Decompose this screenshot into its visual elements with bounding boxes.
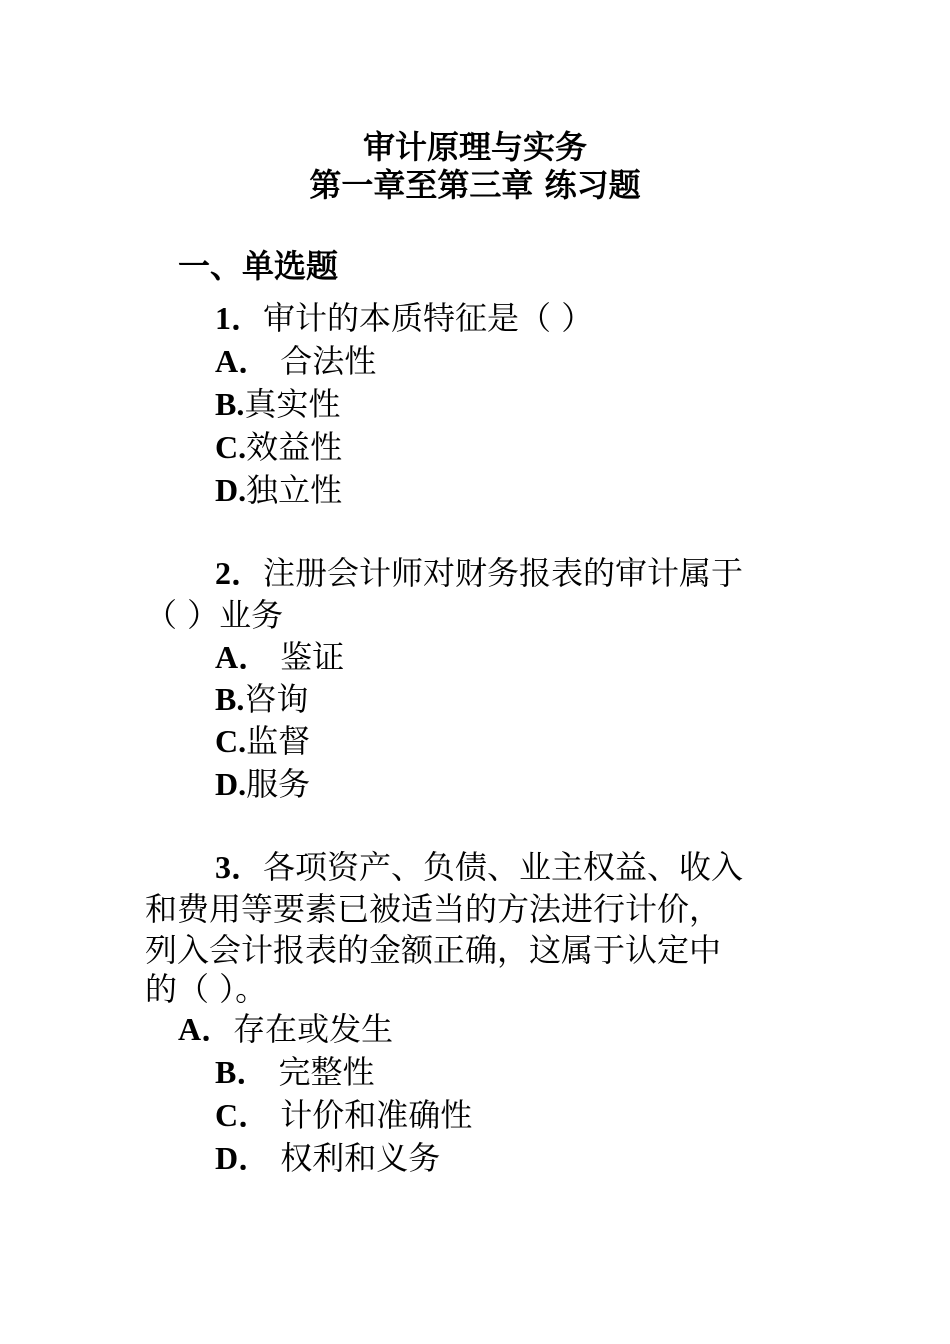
- question-3-stem-line-3: 列入会计报表的金额正确，这属于认定中: [145, 931, 722, 969]
- option-text: 计价和准确性: [270, 1096, 473, 1134]
- question-1-option-b: [215, 383, 340, 425]
- option-letter: B．: [215, 1054, 269, 1090]
- option-text: 真实性: [244, 385, 341, 423]
- option-text: 完整性: [268, 1053, 375, 1091]
- option-text: 服务: [246, 765, 311, 803]
- question-3-stem: [215, 846, 743, 888]
- option-text: 合法性: [270, 342, 377, 380]
- option-letter: B.: [215, 386, 245, 422]
- question-3-stem-line-2: 和费用等要素已被适当的方法进行计价，: [145, 890, 722, 928]
- question-2-option-d: [215, 763, 310, 805]
- question-1-stem: [215, 297, 593, 339]
- question-2-stem-continued: （ ）业务: [145, 596, 284, 634]
- option-letter: C．: [215, 1097, 271, 1133]
- option-letter: C.: [215, 723, 247, 759]
- option-letter: A．: [215, 639, 271, 675]
- option-letter: A．: [178, 1011, 234, 1047]
- question-text: 各项资产、负债、业主权益、收入: [263, 848, 744, 886]
- question-3-stem-line-4: 的（ ）。: [145, 970, 268, 1008]
- document-subtitle: 第一章至第三章 练习题: [309, 166, 641, 204]
- option-text: 监督: [246, 722, 311, 760]
- question-3-option-c: [215, 1094, 472, 1136]
- document-title: 审计原理与实务: [362, 128, 587, 166]
- option-text: 独立性: [246, 471, 343, 509]
- question-1-option-a: [215, 340, 376, 382]
- question-2-option-b: [215, 678, 308, 720]
- option-letter: D.: [215, 472, 247, 508]
- option-letter: D．: [215, 1140, 271, 1176]
- section-heading: 一、单选题: [178, 247, 339, 285]
- question-1-option-c: [215, 426, 342, 468]
- option-letter: A．: [215, 343, 271, 379]
- question-3-option-d: [215, 1137, 440, 1179]
- option-text: 咨询: [244, 680, 309, 718]
- option-text: 存在或发生: [233, 1010, 394, 1048]
- question-number: 1．: [215, 300, 264, 336]
- option-letter: C.: [215, 429, 247, 465]
- option-text: 权利和义务: [270, 1139, 441, 1177]
- question-number: 3．: [215, 849, 264, 885]
- option-text: 效益性: [246, 428, 343, 466]
- question-2-option-a: [215, 636, 344, 678]
- question-text: 注册会计师对财务报表的审计属于: [263, 554, 744, 592]
- question-1-option-d: [215, 469, 342, 511]
- question-2-stem: [215, 552, 743, 594]
- question-2-option-c: [215, 720, 310, 762]
- option-text: 鉴证: [270, 638, 345, 676]
- question-text: 审计的本质特征是（ ）: [263, 299, 594, 337]
- option-letter: B.: [215, 681, 245, 717]
- question-3-option-a: [178, 1008, 393, 1050]
- option-letter: D.: [215, 766, 247, 802]
- question-3-option-b: [215, 1051, 375, 1093]
- question-number: 2．: [215, 555, 264, 591]
